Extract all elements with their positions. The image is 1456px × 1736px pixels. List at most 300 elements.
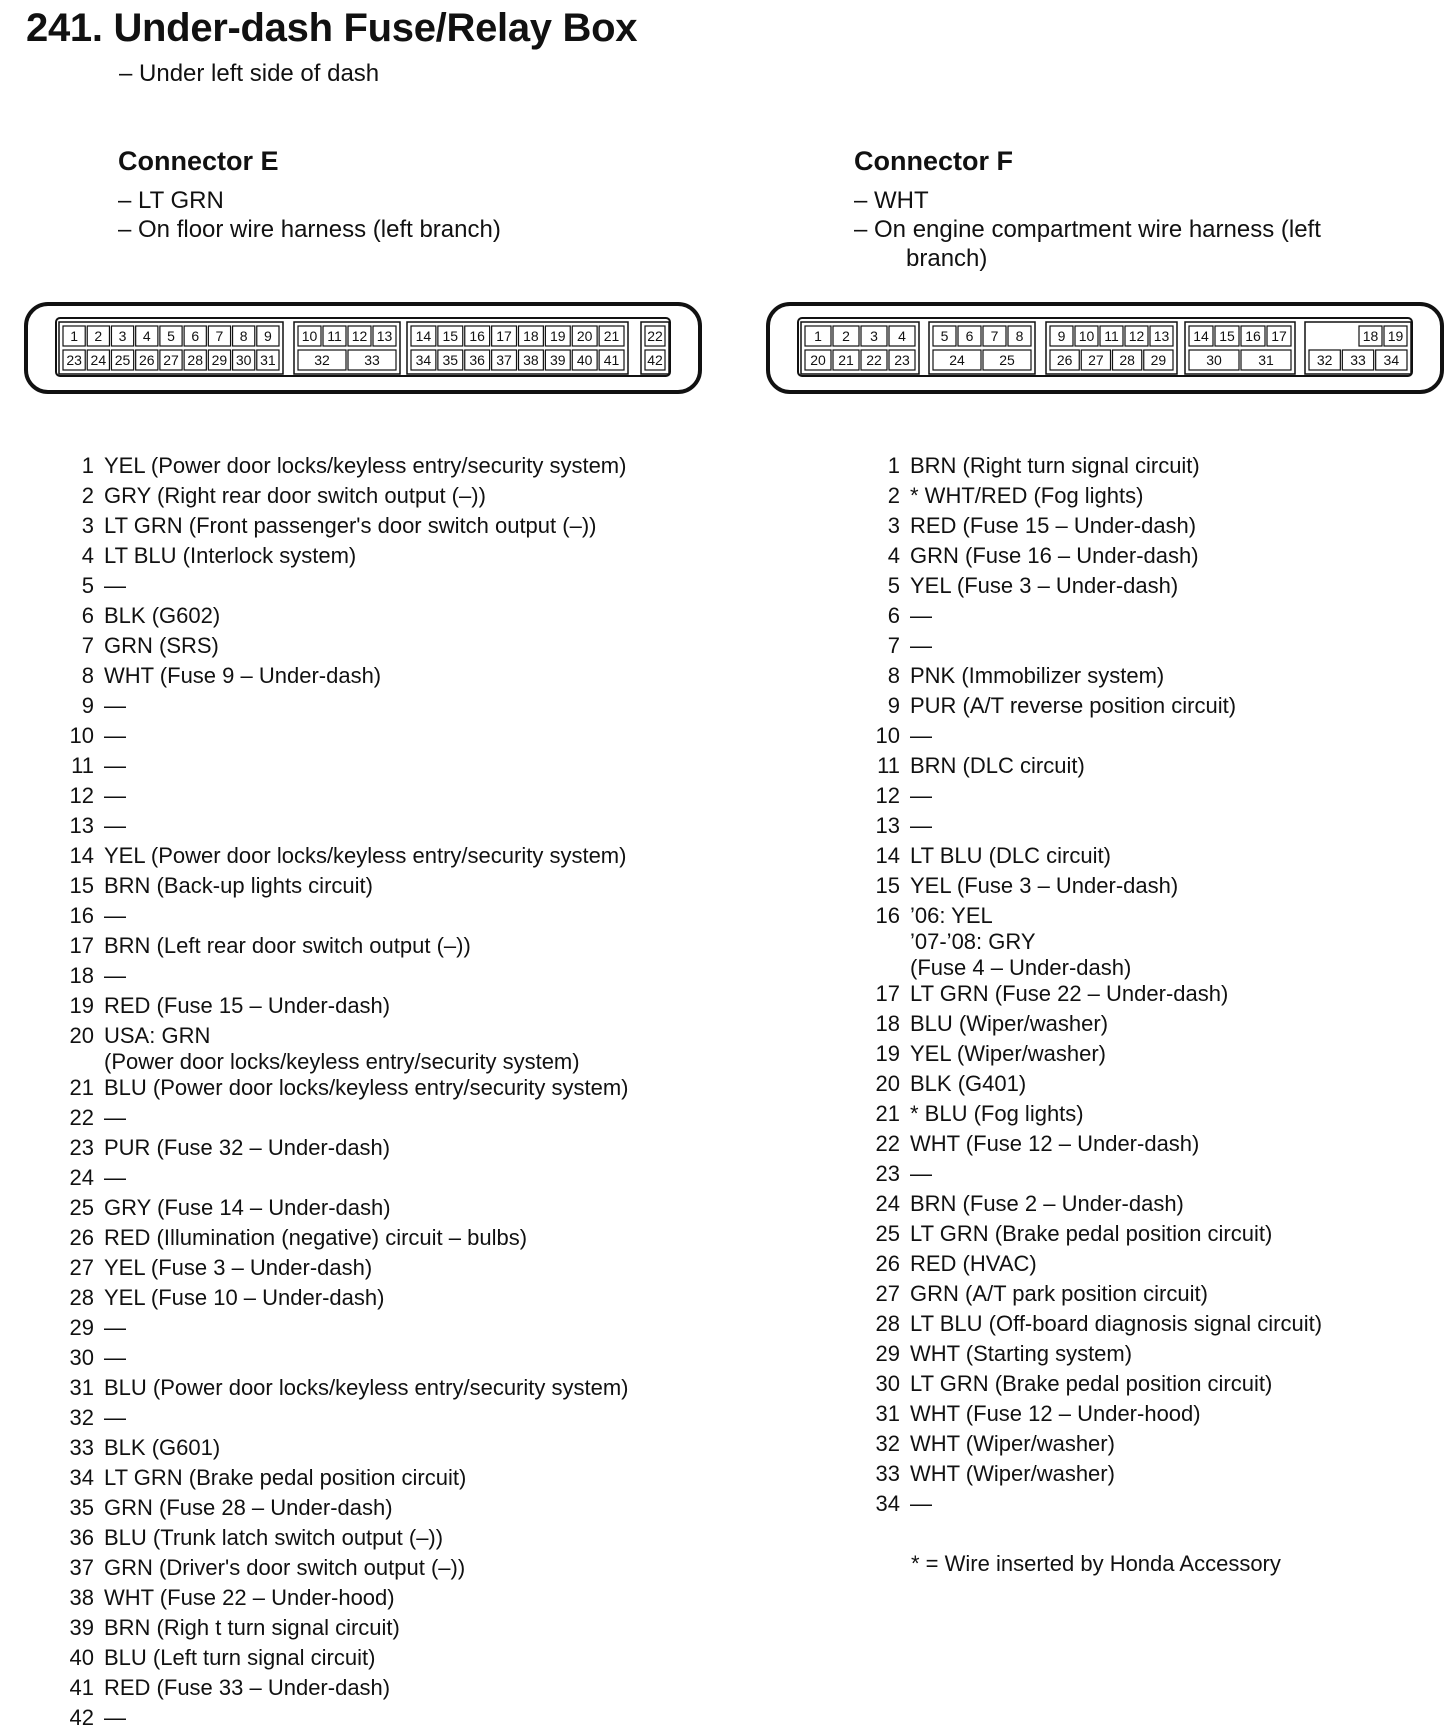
pin-number: 25 — [875, 1221, 900, 1246]
pin-description: BRN (Fuse 2 – Under-dash) — [910, 1191, 1184, 1216]
pin-number: 33 — [875, 1461, 900, 1486]
pin-row — [56, 1405, 629, 1435]
pin-cell-label: 23 — [894, 352, 910, 368]
pin-cell-label: 25 — [114, 352, 131, 368]
pin-row — [56, 753, 629, 783]
pin-cell-label: 6 — [191, 328, 200, 344]
pin-description: GRN (A/T park position circuit) — [910, 1281, 1208, 1306]
pin-description: — — [104, 1105, 126, 1130]
pin-cell-label: 9 — [263, 328, 272, 344]
pin-cell-label: 29 — [1150, 352, 1167, 368]
pin-description: WHT (Wiper/washer) — [910, 1431, 1115, 1456]
pin-cell-label: 7 — [990, 328, 999, 344]
pin-row — [56, 1375, 629, 1405]
pin-description: RED (Illumination (negative) circuit – bulbs) — [104, 1225, 528, 1250]
pin-description: — — [910, 603, 932, 628]
pin-description: YEL (Wiper/washer) — [910, 1041, 1107, 1066]
pin-cell-label: 16 — [469, 328, 485, 344]
pin-cell-label: 4 — [898, 328, 906, 344]
pin-row — [862, 1491, 1322, 1521]
connector-e-title: Connector E — [118, 146, 279, 176]
pin-number: 26 — [69, 1225, 94, 1250]
pin-description: BRN (DLC circuit) — [910, 753, 1085, 778]
pin-number: 8 — [81, 663, 94, 688]
pin-number: 19 — [69, 993, 94, 1018]
pin-description: BLU (Trunk latch switch output (–)) — [104, 1525, 444, 1550]
pin-description: — — [910, 723, 932, 748]
connector-f-color: – WHT — [854, 187, 929, 214]
pin-row — [862, 1401, 1322, 1431]
pin-number: 8 — [887, 663, 900, 688]
pin-number: 26 — [875, 1251, 900, 1276]
pin-number: 42 — [69, 1705, 94, 1730]
pin-row — [56, 1435, 629, 1465]
pin-number: 20 — [69, 1023, 94, 1048]
pin-cell-label: 25 — [999, 352, 1015, 368]
pin-cell-label: 40 — [576, 352, 593, 368]
pin-description: — — [910, 1491, 932, 1516]
pin-description: GRY (Right rear door switch output (–)) — [104, 483, 486, 508]
pin-description: RED (HVAC) — [910, 1251, 1037, 1276]
pin-row — [56, 1645, 629, 1675]
pin-cell-label: 18 — [523, 328, 539, 344]
pin-description: GRN (Fuse 16 – Under-dash) — [910, 543, 1199, 568]
pin-description: BLK (G601) — [104, 1435, 221, 1460]
pin-row — [56, 1285, 629, 1315]
pin-row — [56, 1023, 629, 1075]
pin-number: 9 — [887, 693, 900, 718]
pin-description: — — [104, 753, 126, 778]
pin-number: 14 — [69, 843, 94, 868]
pin-number: 7 — [887, 633, 900, 658]
pin-number: 25 — [69, 1195, 94, 1220]
pin-row — [862, 483, 1322, 513]
pin-description: GRN (Driver's door switch output (–)) — [104, 1555, 466, 1580]
pin-number: 9 — [81, 693, 94, 718]
pin-number: 15 — [69, 873, 94, 898]
pin-description: LT GRN (Brake pedal position circuit) — [910, 1371, 1273, 1396]
pin-number: 19 — [875, 1041, 900, 1066]
pin-number: 29 — [69, 1315, 94, 1340]
connector-f-pin-list — [862, 453, 1322, 1521]
pin-cell-label: 23 — [66, 352, 82, 368]
pin-cell-label: 38 — [523, 352, 539, 368]
pin-number: 40 — [69, 1645, 94, 1670]
connector-f-pins — [801, 322, 1411, 374]
pin-cell-label: 11 — [327, 328, 342, 344]
pin-number: 12 — [875, 783, 900, 808]
pin-description: * BLU (Fog lights) — [910, 1101, 1084, 1126]
pin-description: LT GRN (Brake pedal position circuit) — [910, 1221, 1273, 1246]
pin-row — [862, 1281, 1322, 1311]
pin-row — [56, 1525, 629, 1555]
pin-cell-label: 19 — [550, 328, 566, 344]
pin-number: 20 — [875, 1071, 900, 1096]
pin-number: 4 — [887, 543, 900, 568]
pin-number: 31 — [69, 1375, 94, 1400]
pin-number: 3 — [887, 513, 900, 538]
pin-row — [56, 1615, 629, 1645]
pin-number: 31 — [875, 1401, 900, 1426]
pin-cell-label: 27 — [163, 352, 179, 368]
pin-description: BLK (G401) — [910, 1071, 1027, 1096]
pin-cell-label: 21 — [603, 328, 620, 344]
pin-row — [56, 1495, 629, 1525]
pin-description: BRN (Back-up lights circuit) — [104, 873, 373, 898]
pin-description: YEL (Fuse 3 – Under-dash) — [910, 873, 1179, 898]
pin-cell-label: 1 — [814, 328, 822, 344]
pin-cell-label: 24 — [90, 352, 107, 368]
pin-row — [862, 1371, 1322, 1401]
pin-number: 18 — [69, 963, 94, 988]
pin-cell-label: 15 — [442, 328, 459, 344]
pin-cell-label: 4 — [142, 328, 151, 344]
pin-cell-label: 14 — [415, 328, 432, 344]
pin-cell-label: 28 — [1119, 352, 1135, 368]
pin-cell-label: 37 — [496, 352, 512, 368]
pin-description: LT GRN (Front passenger's door switch output (–)) — [104, 513, 597, 538]
pin-row — [56, 903, 629, 933]
pin-row — [56, 1195, 629, 1225]
pin-description: BRN (Righ t turn signal circuit) — [104, 1615, 400, 1640]
pin-number: 32 — [875, 1431, 900, 1456]
pin-cell-label: 34 — [1383, 352, 1400, 368]
pin-cell-label: 22 — [866, 352, 882, 368]
pin-cell-label: 33 — [1350, 352, 1366, 368]
pin-cell-label: 3 — [870, 328, 878, 344]
pin-cell-label: 19 — [1387, 328, 1404, 344]
pin-number: 15 — [875, 873, 900, 898]
pin-row — [56, 993, 629, 1023]
pin-cell-label: 26 — [1056, 352, 1073, 368]
pin-number: 24 — [69, 1165, 94, 1190]
pin-cell-label: 16 — [1245, 328, 1261, 344]
pin-row — [862, 663, 1322, 693]
pin-number: 7 — [81, 633, 94, 658]
pin-row — [56, 1225, 629, 1255]
pin-description: RED (Fuse 15 – Under-dash) — [910, 513, 1197, 538]
pin-number: 24 — [875, 1191, 900, 1216]
pin-row — [56, 633, 629, 663]
pin-row — [56, 453, 629, 483]
pin-description: ’06: YEL ’07-’08: GRY (Fuse 4 – Under-dash) — [910, 903, 1132, 980]
pin-row — [862, 1131, 1322, 1161]
pin-description: WHT (Starting system) — [910, 1341, 1133, 1366]
pin-description: WHT (Fuse 9 – Under-dash) — [104, 663, 382, 688]
pin-cell-label: 36 — [469, 352, 485, 368]
pin-number: 13 — [69, 813, 94, 838]
pin-description: — — [104, 693, 126, 718]
pin-row — [56, 1705, 629, 1735]
pin-cell-label: 17 — [496, 328, 512, 344]
pin-row — [56, 783, 629, 813]
pin-description: YEL (Fuse 3 – Under-dash) — [104, 1255, 373, 1280]
pin-row — [862, 1311, 1322, 1341]
pin-number: 3 — [81, 513, 94, 538]
pin-row — [56, 693, 629, 723]
pin-description: RED (Fuse 33 – Under-dash) — [104, 1675, 391, 1700]
pin-row — [862, 1161, 1322, 1191]
pin-row — [56, 1585, 629, 1615]
connector-f-title: Connector F — [854, 146, 1013, 176]
pin-cell-label: 12 — [351, 328, 368, 344]
pin-cell-label: 2 — [842, 328, 850, 344]
pin-number: 6 — [887, 603, 900, 628]
pin-cell-label: 21 — [838, 352, 854, 368]
pin-row — [56, 573, 629, 603]
pin-number: 22 — [875, 1131, 900, 1156]
pin-description: GRN (Fuse 28 – Under-dash) — [104, 1495, 393, 1520]
connector-e-color: – LT GRN — [118, 187, 224, 214]
pin-number: 27 — [69, 1255, 94, 1280]
pin-row — [56, 603, 629, 633]
connector-f-location-cont: branch) — [906, 245, 988, 272]
pin-row — [862, 753, 1322, 783]
page-subtitle: – Under left side of dash — [119, 60, 380, 87]
pin-number: 11 — [877, 753, 900, 778]
pin-description: WHT (Wiper/washer) — [910, 1461, 1115, 1486]
connector-e-location: – On floor wire harness (left branch) — [118, 216, 501, 243]
pin-cell-label: 5 — [940, 328, 949, 344]
pin-cell-label: 24 — [949, 352, 965, 368]
pin-description: — — [104, 963, 126, 988]
pin-cell-label: 15 — [1219, 328, 1235, 344]
pin-row — [862, 1341, 1322, 1371]
pin-number: 1 — [81, 453, 94, 478]
connector-f-diagram — [764, 300, 1446, 396]
pin-number: 21 — [69, 1075, 94, 1100]
pin-row — [862, 723, 1322, 753]
pin-description: WHT (Fuse 12 – Under-dash) — [910, 1131, 1200, 1156]
pin-cell-label: 17 — [1271, 328, 1287, 344]
pin-row — [862, 603, 1322, 633]
pin-number: 10 — [875, 723, 900, 748]
pin-cell-label: 42 — [647, 352, 663, 368]
pin-number: 17 — [69, 933, 94, 958]
pin-description: LT GRN (Fuse 22 – Under-dash) — [910, 981, 1229, 1006]
pin-row — [56, 1675, 629, 1705]
pin-description: BRN (Right turn signal circuit) — [910, 453, 1200, 478]
pin-cell-label: 12 — [1128, 328, 1145, 344]
pin-number: 23 — [69, 1135, 94, 1160]
pin-description: — — [910, 633, 932, 658]
pin-number: 37 — [69, 1555, 94, 1580]
pin-row — [862, 1071, 1322, 1101]
pin-cell-label: 39 — [550, 352, 566, 368]
pin-row — [56, 1105, 629, 1135]
pin-cell-label: 20 — [810, 352, 826, 368]
pin-description: PUR (A/T reverse position circuit) — [910, 693, 1237, 718]
pin-description: BLU (Wiper/washer) — [910, 1011, 1109, 1036]
pin-row — [862, 843, 1322, 873]
pin-description: — — [104, 573, 126, 598]
pin-number: 11 — [71, 753, 94, 778]
pin-cell-label: 20 — [576, 328, 593, 344]
pin-cell-label: 6 — [965, 328, 974, 344]
pin-description: — — [104, 1705, 126, 1730]
pin-number: 36 — [69, 1525, 94, 1550]
pin-description: YEL (Power door locks/keyless entry/security system) — [104, 843, 627, 868]
pin-number: 38 — [69, 1585, 94, 1610]
pin-number: 2 — [887, 483, 900, 508]
pin-description: — — [104, 783, 126, 808]
connector-f-location — [854, 215, 1321, 273]
pin-row — [56, 1465, 629, 1495]
pin-row — [56, 483, 629, 513]
pin-row — [862, 693, 1322, 723]
pin-cell-label: 31 — [260, 352, 276, 368]
pin-cell-label: 28 — [187, 352, 204, 368]
pin-description: LT BLU (DLC circuit) — [910, 843, 1111, 868]
pin-cell-label: 8 — [239, 328, 248, 344]
pin-row — [862, 903, 1322, 981]
pin-cell-label: 3 — [118, 328, 127, 344]
pin-cell-label: 5 — [167, 328, 175, 344]
pin-cell-label: 7 — [215, 328, 224, 344]
pin-cell-label: 8 — [1015, 328, 1024, 344]
pin-description: BLU (Power door locks/keyless entry/security system) — [104, 1375, 629, 1400]
pin-row — [56, 1315, 629, 1345]
pin-description: GRY (Fuse 14 – Under-dash) — [104, 1195, 391, 1220]
pin-row — [56, 933, 629, 963]
pin-cell-label: 13 — [376, 328, 393, 344]
pin-number: 22 — [69, 1105, 94, 1130]
pin-number: 4 — [81, 543, 94, 568]
pin-number: 13 — [875, 813, 900, 838]
pin-number: 16 — [69, 903, 94, 928]
pin-number: 21 — [875, 1101, 900, 1126]
pin-number: 27 — [875, 1281, 900, 1306]
pin-cell-label: 11 — [1104, 328, 1119, 344]
pin-cell-label: 32 — [314, 352, 330, 368]
pin-number: 30 — [69, 1345, 94, 1370]
pin-row — [56, 663, 629, 693]
pin-description: BLU (Power door locks/keyless entry/security system) — [104, 1075, 629, 1100]
pin-description: LT BLU (Interlock system) — [104, 543, 357, 568]
pin-row — [862, 543, 1322, 573]
pin-description: YEL (Fuse 10 – Under-dash) — [104, 1285, 385, 1310]
pin-row — [862, 573, 1322, 603]
pin-row — [862, 1101, 1322, 1131]
pin-number: 2 — [81, 483, 94, 508]
pin-description: — — [104, 1315, 126, 1340]
pin-number: 14 — [875, 843, 900, 868]
connector-e-diagram — [22, 300, 704, 396]
connector-e-pins — [59, 322, 669, 374]
pin-row — [56, 1255, 629, 1285]
pin-description: — — [104, 723, 126, 748]
pin-row — [862, 783, 1322, 813]
pin-row — [862, 1431, 1322, 1461]
pin-cell-label: 18 — [1362, 328, 1379, 344]
pin-number: 6 — [81, 603, 94, 628]
pin-description: * WHT/RED (Fog lights) — [910, 483, 1144, 508]
pin-cell-label: 2 — [94, 328, 103, 344]
connector-e-pin-list — [56, 453, 629, 1735]
pin-row — [862, 1191, 1322, 1221]
pin-row — [56, 1555, 629, 1585]
pin-description: — — [910, 813, 932, 838]
pin-cell-label: 34 — [415, 352, 432, 368]
pin-row — [862, 633, 1322, 663]
pin-number: 23 — [875, 1161, 900, 1186]
pin-row — [862, 1251, 1322, 1281]
pin-row — [862, 453, 1322, 483]
pin-number: 29 — [875, 1341, 900, 1366]
pin-row — [862, 1011, 1322, 1041]
pin-description: PUR (Fuse 32 – Under-dash) — [104, 1135, 391, 1160]
pin-description: LT GRN (Brake pedal position circuit) — [104, 1465, 467, 1490]
pin-row — [56, 813, 629, 843]
pin-cell-label: 30 — [1206, 352, 1222, 368]
pin-description: — — [910, 1161, 932, 1186]
pin-row — [56, 723, 629, 753]
pin-cell-label: 35 — [442, 352, 459, 368]
pin-row — [56, 1075, 629, 1105]
pin-number: 12 — [69, 783, 94, 808]
pin-description: BLK (G602) — [104, 603, 221, 628]
pin-cell-label: 10 — [1078, 328, 1095, 344]
pin-description: YEL (Fuse 3 – Under-dash) — [910, 573, 1179, 598]
pin-cell-label: 9 — [1057, 328, 1066, 344]
pin-number: 30 — [875, 1371, 900, 1396]
pin-cell-label: 14 — [1193, 328, 1209, 344]
pin-description: RED (Fuse 15 – Under-dash) — [104, 993, 391, 1018]
pin-description: — — [104, 1405, 126, 1430]
pin-description: BLU (Left turn signal circuit) — [104, 1645, 376, 1670]
pin-cell-label: 30 — [235, 352, 252, 368]
pin-description: GRN (SRS) — [104, 633, 219, 658]
pin-number: 28 — [69, 1285, 94, 1310]
pin-number: 5 — [887, 573, 900, 598]
pin-row — [56, 873, 629, 903]
pin-row — [862, 1461, 1322, 1491]
pin-row — [862, 981, 1322, 1011]
pin-number: 16 — [875, 903, 900, 928]
pin-description: — — [910, 783, 932, 808]
connector-f-location-line: – On engine compartment wire harness (left — [854, 216, 1321, 243]
pin-number: 1 — [887, 453, 900, 478]
pin-description: — — [104, 903, 126, 928]
pin-description: — — [104, 1345, 126, 1370]
pin-cell-label: 13 — [1153, 328, 1170, 344]
pin-cell-label: 41 — [603, 352, 620, 368]
pin-description: WHT (Fuse 22 – Under-hood) — [104, 1585, 395, 1610]
pin-row — [56, 513, 629, 543]
pin-row — [56, 543, 629, 573]
pin-number: 5 — [81, 573, 94, 598]
pin-number: 34 — [875, 1491, 900, 1516]
pin-description: WHT (Fuse 12 – Under-hood) — [910, 1401, 1201, 1426]
pin-row — [56, 1135, 629, 1165]
pin-description: LT BLU (Off-board diagnosis signal circuit) — [910, 1311, 1323, 1336]
pin-number: 32 — [69, 1405, 94, 1430]
pin-description: — — [104, 1165, 126, 1190]
pin-row — [56, 843, 629, 873]
pin-description: — — [104, 813, 126, 838]
pin-description: BRN (Left rear door switch output (–)) — [104, 933, 471, 958]
pin-description: PNK (Immobilizer system) — [910, 663, 1165, 688]
pin-cell-label: 26 — [138, 352, 155, 368]
pin-description: USA: GRN (Power door locks/keyless entry/security system) — [104, 1023, 580, 1074]
pin-cell-label: 22 — [647, 328, 663, 344]
pin-row — [862, 513, 1322, 543]
pin-row — [56, 1165, 629, 1195]
pin-number: 34 — [69, 1465, 94, 1490]
pin-number: 10 — [69, 723, 94, 748]
pin-cell-label: 31 — [1258, 352, 1274, 368]
pin-cell-label: 27 — [1088, 352, 1104, 368]
